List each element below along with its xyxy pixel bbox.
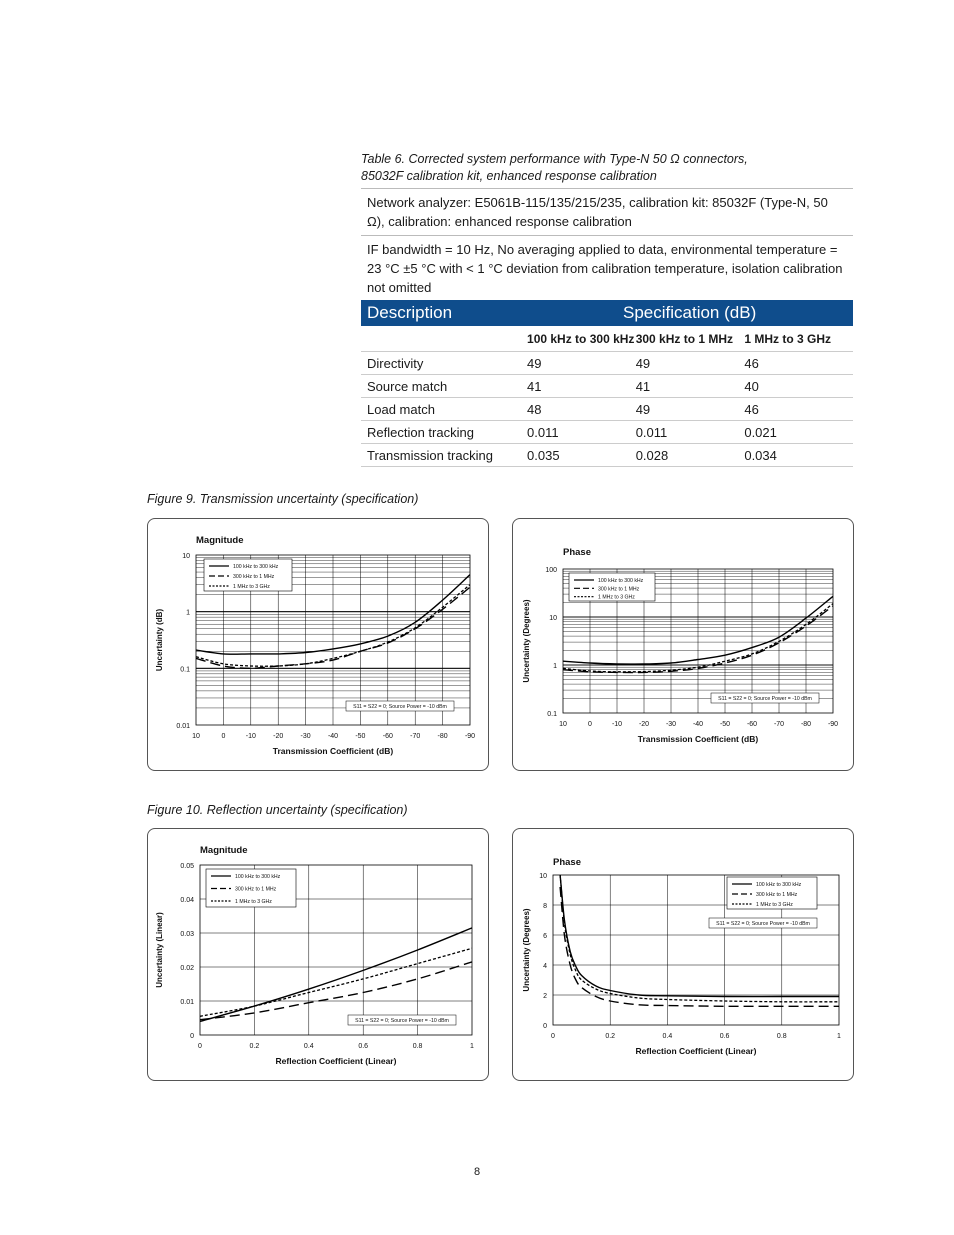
y-tick-label: 1 (186, 609, 190, 617)
cell: 46 (744, 401, 759, 417)
table-caption-line1: Table 6. Corrected system performance with Type-N 50 Ω connectors, (361, 152, 748, 166)
chart-title: Magnitude (196, 535, 244, 546)
chart-svg (148, 829, 488, 1080)
table-row (361, 421, 853, 444)
col-header: 100 kHz to 300 kHz (527, 331, 635, 346)
chart-transmission-magnitude (147, 518, 489, 771)
x-tick-label: -90 (464, 733, 476, 740)
y-tick-label: 6 (543, 933, 547, 940)
cell: 49 (635, 401, 651, 417)
y-axis-label: Uncertainty (Degrees) (522, 599, 531, 683)
x-axis-label: Transmission Coefficient (dB) (637, 734, 759, 744)
spec-table (361, 188, 853, 467)
y-tick-label: 0.01 (176, 723, 190, 730)
x-tick-label: 0.2 (605, 1033, 616, 1040)
series-line (200, 948, 472, 1016)
chart-reflection-phase (512, 828, 854, 1081)
x-tick-label: 0.8 (412, 1043, 423, 1050)
chart-transmission-phase (512, 518, 854, 771)
y-tick-label: 0.1 (180, 666, 190, 674)
y-tick-label: 100 (545, 567, 557, 574)
chart-reflection-magnitude (147, 828, 489, 1081)
chart-svg (148, 519, 488, 770)
table-row (361, 398, 853, 421)
header-specification: Specification (dB) (623, 303, 757, 322)
x-tick-label: -90 (827, 721, 839, 728)
col-header: 1 MHz to 3 GHz (744, 331, 832, 346)
x-tick-label: 0 (198, 1043, 202, 1050)
x-tick-label: -30 (665, 721, 677, 728)
x-axis-label: Reflection Coefficient (Linear) (275, 1056, 397, 1066)
table-note-analyzer: Network analyzer: E5061B-115/135/215/235, calibration kit: 85032F (Type-N, 50 Ω), calibration: enhanced response calibration (361, 188, 853, 235)
chart-svg (513, 829, 853, 1080)
x-tick-label: -70 (410, 733, 421, 740)
x-tick-label: 1 (837, 1033, 841, 1040)
table-row (361, 352, 853, 375)
y-axis-label: Uncertainty (dB) (155, 608, 164, 672)
x-tick-label: -50 (719, 721, 731, 728)
y-axis-label: Uncertainty (Degrees) (522, 908, 531, 992)
table-row (361, 444, 853, 467)
x-tick-label: -40 (327, 733, 339, 740)
x-tick-label: -10 (245, 733, 256, 740)
chart-title: Magnitude (200, 845, 248, 856)
chart-title: Phase (563, 547, 591, 558)
x-tick-label: 0.8 (776, 1033, 787, 1040)
x-tick-label: -60 (746, 721, 758, 728)
x-tick-label: -40 (692, 721, 704, 728)
cell: 0.021 (744, 424, 777, 440)
legend-label: 100 kHz to 300 kHz (598, 578, 644, 584)
cell: 48 (527, 401, 542, 417)
table-row (361, 375, 853, 398)
y-tick-label: 0 (190, 1033, 194, 1040)
y-tick-label: 0.02 (180, 965, 194, 972)
x-tick-label: 1 (470, 1043, 474, 1050)
row-label: Source match (367, 378, 448, 394)
x-axis-label: Transmission Coefficient (dB) (272, 746, 394, 756)
y-tick-label: 0.05 (180, 863, 194, 870)
x-tick-label: -20 (273, 733, 284, 740)
x-tick-label: 0.4 (303, 1043, 314, 1050)
table-header-band (361, 300, 853, 326)
x-tick-label: -80 (437, 733, 448, 740)
y-tick-label: 0.03 (180, 931, 194, 938)
legend-label: 100 kHz to 300 kHz (756, 882, 802, 888)
x-tick-label: -50 (355, 733, 366, 740)
x-tick-label: 0.6 (358, 1043, 369, 1050)
x-tick-label: -10 (611, 721, 623, 728)
y-tick-label: 4 (543, 963, 547, 970)
y-tick-label: 2 (543, 993, 547, 1000)
table-subheader-row (361, 326, 853, 352)
y-tick-label: 1 (553, 663, 557, 670)
legend-label: 100 kHz to 300 kHz (235, 874, 281, 880)
y-tick-label: 8 (543, 903, 547, 910)
header-description: Description (367, 303, 453, 322)
row-label: Transmission tracking (367, 447, 493, 463)
table-note-conditions: IF bandwidth = 10 Hz, No averaging applied to data, environmental temperature = 23 °C ±5 °C with < 1 °C deviation from calibration temperature, isolation calibration not omitted (361, 235, 853, 300)
chart-title: Phase (553, 857, 581, 868)
y-tick-label: 10 (539, 873, 547, 880)
series-line (200, 962, 472, 1020)
cell: 40 (744, 378, 759, 394)
x-tick-label: 10 (192, 733, 200, 740)
row-label: Directivity (367, 355, 424, 371)
page-number: 8 (473, 1166, 481, 1178)
x-tick-label: 10 (559, 721, 567, 728)
cell: 0.011 (527, 424, 559, 440)
x-tick-label: 0.4 (662, 1033, 673, 1040)
x-tick-label: -80 (800, 721, 812, 728)
cell: 0.011 (635, 424, 668, 440)
legend-label: 1 MHz to 3 GHz (598, 594, 635, 601)
y-tick-label: 0 (543, 1023, 547, 1030)
y-tick-label: 0.01 (180, 999, 194, 1006)
x-tick-label: 0 (588, 721, 592, 728)
legend-label: 100 kHz to 300 kHz (233, 564, 279, 570)
figure10-caption: Figure 10. Reflection uncertainty (specification) (147, 803, 408, 817)
table-caption-line2: 85032F calibration kit, enhanced response calibration (361, 169, 657, 183)
series-line (200, 928, 472, 1022)
legend-label: 300 kHz to 1 MHz (598, 586, 640, 593)
cell: 0.028 (635, 447, 669, 463)
legend-label: 1 MHz to 3 GHz (233, 584, 270, 590)
annotation-text: S11 = S22 = 0; Source Power = -10 dBm (718, 696, 812, 702)
row-label: Reflection tracking (367, 424, 474, 440)
annotation-text: S11 = S22 = 0; Source Power = -10 dBm (355, 1018, 449, 1024)
figure9-caption: Figure 9. Transmission uncertainty (specification) (147, 492, 419, 506)
x-tick-label: -30 (300, 733, 311, 740)
x-tick-label: -60 (382, 733, 393, 740)
cell: 41 (635, 378, 651, 394)
y-tick-label: 0.04 (180, 897, 194, 904)
row-label: Load match (367, 401, 435, 417)
cell: 49 (527, 355, 542, 371)
legend-label: 300 kHz to 1 MHz (235, 886, 277, 893)
cell: 49 (635, 355, 651, 371)
y-tick-label: 10 (549, 615, 557, 622)
legend-label: 1 MHz to 3 GHz (235, 899, 272, 905)
cell: 46 (744, 355, 759, 371)
legend-label: 300 kHz to 1 MHz (233, 574, 275, 580)
y-tick-label: 10 (182, 553, 190, 560)
table-caption (361, 151, 861, 185)
x-tick-label: -20 (638, 721, 650, 728)
col-header: 300 kHz to 1 MHz (635, 331, 734, 346)
annotation-text: S11 = S22 = 0; Source Power = -10 dBm (716, 921, 810, 927)
x-tick-label: 0.2 (249, 1043, 260, 1050)
cell: 0.035 (527, 447, 560, 463)
chart-svg (513, 519, 853, 770)
x-tick-label: -70 (773, 721, 785, 728)
legend-label: 1 MHz to 3 GHz (756, 902, 793, 908)
x-tick-label: 0.6 (719, 1033, 730, 1040)
y-axis-label: Uncertainty (Linear) (155, 912, 164, 988)
legend-label: 300 kHz to 1 MHz (756, 892, 798, 898)
y-tick-label: 0.1 (547, 711, 557, 718)
x-tick-label: 0 (551, 1033, 555, 1040)
cell: 0.034 (744, 447, 777, 463)
x-axis-label: Reflection Coefficient (Linear) (635, 1046, 757, 1056)
cell: 41 (527, 378, 542, 394)
annotation-text: S11 = S22 = 0; Source Power = -10 dBm (353, 704, 447, 710)
x-tick-label: 0 (221, 733, 226, 740)
